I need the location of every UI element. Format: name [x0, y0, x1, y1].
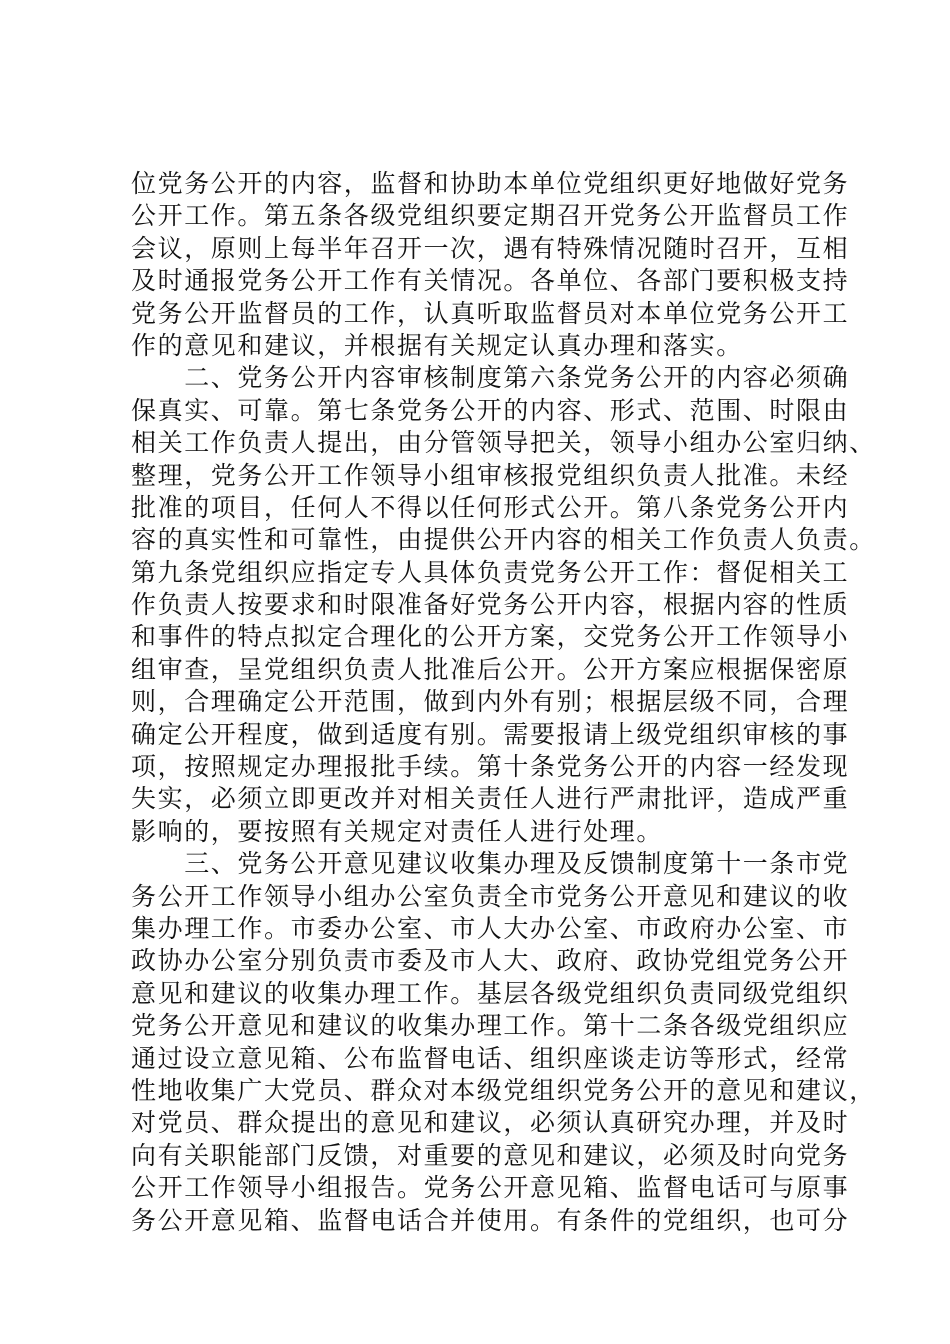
- text-line: 务公开工作领导小组办公室负责全市党务公开意见和建议的收: [131, 881, 850, 911]
- text-line: 组审查，呈党组织负责人批准后公开。公开方案应根据保密原: [131, 654, 850, 684]
- text-line: 党务公开意见和建议的收集办理工作。第十二条各级党组织应: [131, 1011, 850, 1041]
- text-line: 则，合理确定公开范围，做到内外有别；根据层级不同，合理: [131, 687, 850, 717]
- text-line: 向有关职能部门反馈，对重要的意见和建议，必须及时向党务: [131, 1140, 850, 1170]
- text-line: 作负责人按要求和时限准备好党务公开内容，根据内容的性质: [131, 590, 850, 620]
- text-line: 相关工作负责人提出，由分管领导把关，领导小组办公室归纳、: [131, 428, 876, 458]
- text-line: 政协办公室分别负责市委及市人大、政府、政协党组党务公开: [131, 946, 850, 976]
- text-line: 务公开意见箱、监督电话合并使用。有条件的党组织，也可分: [131, 1205, 850, 1235]
- text-line: 三、党务公开意见建议收集办理及反馈制度第十一条市党: [131, 849, 850, 879]
- text-line: 二、党务公开内容审核制度第六条党务公开的内容必须确: [131, 363, 850, 393]
- text-line: 第九条党组织应指定专人具体负责党务公开工作：督促相关工: [131, 557, 850, 587]
- text-line: 公开工作领导小组报告。党务公开意见箱、监督电话可与原事: [131, 1173, 850, 1203]
- text-line: 作的意见和建议，并根据有关规定认真办理和落实。: [131, 330, 743, 360]
- text-line: 整理，党务公开工作领导小组审核报党组织负责人批准。未经: [131, 460, 850, 490]
- text-line: 保真实、可靠。第七条党务公开的内容、形式、范围、时限由: [131, 395, 850, 425]
- text-line: 项，按照规定办理报批手续。第十条党务公开的内容一经发现: [131, 752, 850, 782]
- text-line: 通过设立意见箱、公布监督电话、组织座谈走访等形式，经常: [131, 1043, 850, 1073]
- text-line: 确定公开程度，做到适度有别。需要报请上级党组织审核的事: [131, 719, 850, 749]
- text-line: 影响的，要按照有关规定对责任人进行处理。: [131, 816, 664, 846]
- text-line: 会议，原则上每半年召开一次，遇有特殊情况随时召开，互相: [131, 233, 850, 263]
- text-line: 党务公开监督员的工作，认真听取监督员对本单位党务公开工: [131, 298, 850, 328]
- text-line: 失实，必须立即更改并对相关责任人进行严肃批评，造成严重: [131, 784, 850, 814]
- text-line: 集办理工作。市委办公室、市人大办公室、市政府办公室、市: [131, 913, 850, 943]
- text-line: 性地收集广大党员、群众对本级党组织党务公开的意见和建议，: [131, 1075, 876, 1105]
- text-line: 位党务公开的内容，监督和协助本单位党组织更好地做好党务: [131, 169, 850, 198]
- text-line: 对党员、群众提出的意见和建议，必须认真研究办理，并及时: [131, 1108, 850, 1138]
- text-line: 公开工作。第五条各级党组织要定期召开党务公开监督员工作: [131, 201, 850, 231]
- body-text: [131, 168, 876, 1237]
- text-line: 及时通报党务公开工作有关情况。各单位、各部门要积极支持: [131, 266, 850, 296]
- text-line: 批准的项目，任何人不得以任何形式公开。第八条党务公开内: [131, 492, 850, 522]
- text-line: 容的真实性和可靠性，由提供公开内容的相关工作负责人负责。: [131, 525, 876, 555]
- text-line: 意见和建议的收集办理工作。基层各级党组织负责同级党组织: [131, 978, 850, 1008]
- text-line: 和事件的特点拟定合理化的公开方案，交党务公开工作领导小: [131, 622, 850, 652]
